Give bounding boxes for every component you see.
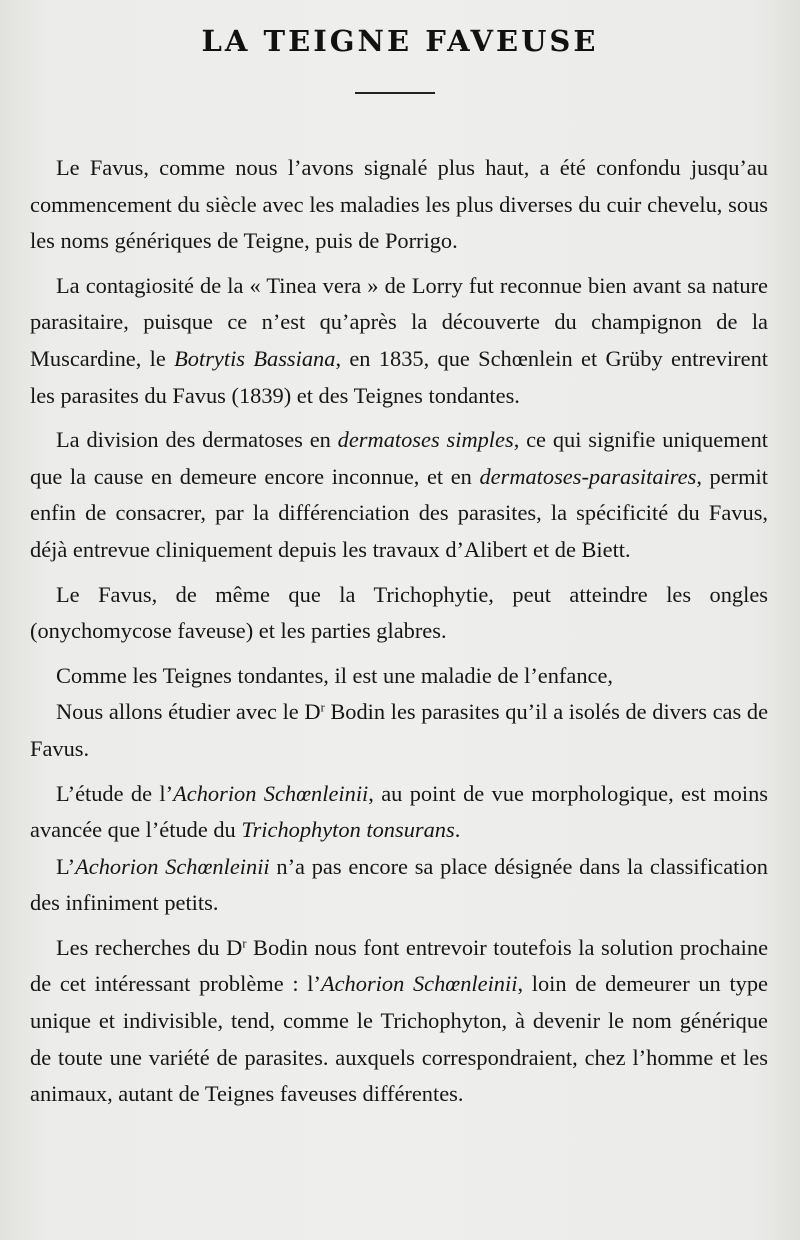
paragraph-p3 [30,422,768,568]
text-run: Le Favus, de même que la Trichophytie, peut atteindre les ongles (onychomycose faveuse) et les parties glabres. [30,581,768,644]
paragraph-p9 [30,930,768,1113]
paragraph-p6 [30,694,768,767]
text-run: , en 1835, que Schœnlein et Grüby entrevirent les parasites du Favus (1839) et des Teignes tondantes. [30,345,768,408]
text-run: , ce qui signifie uniquement que la cause en demeure encore inconnue, et en [30,427,768,489]
paragraph-p8 [30,849,768,922]
italic-term: Achorion Schœnleinii [320,971,518,997]
italic-term: dermatoses-parasitaires [479,463,697,489]
paragraph-p4 [30,577,768,650]
text-run: Bodin nous font entrevoir toutefois la solution prochaine de cet intéressant problème : l’ [30,934,769,997]
text-run: , loin de demeurer un type unique et indivisible, tend, comme le Trichophyton, à devenir le nom générique de toute une variété de parasites. auxquels correspondraient, chez l’homme et les animaux, autant de Teignes faveuses différentes. [30,971,768,1107]
text-run: Comme les Teignes tondantes, il est une maladie de l’enfance, [56,662,613,688]
text-run: La division des dermatoses en [56,427,338,453]
title-rule [355,92,435,94]
text-run: L’ [56,853,76,879]
paragraph-p1 [30,150,768,260]
text-run: La contagiosité de la « Tinea vera » de Lorry fut reconnue bien avant sa nature parasitaire, puisque ce n’est qu’après la découverte du champignon de la Muscardine, le [30,272,768,371]
paragraph-p5 [30,658,768,695]
italic-term: dermatoses simples [337,427,514,453]
italic-term: Trichophyton tonsurans [241,817,455,843]
superscript: r [320,700,325,715]
italic-term: Achorion Schœnleinii [173,780,369,806]
text-run: Nous allons étudier avec le D [56,699,321,725]
text-run: Le Favus, comme nous l’avons signalé plus haut, a été confondu jusqu’au commencement du siècle avec les maladies les plus diverses du cuir chevelu, sous les noms génériques de Teigne, puis de Porrigo. [30,155,768,254]
text-run: , permit enfin de consacrer, par la différenciation des parasites, la spécificité du Favus, déjà entrevue cliniquement depuis les travaux d’Alibert et de Biett. [30,463,768,562]
paragraph-p2 [30,268,768,414]
body-text [30,150,768,1121]
text-run: Bodin les parasites qu’il a isolés de divers cas de Favus. [30,699,769,761]
italic-term: Botrytis Bassiana [174,345,336,371]
superscript: r [242,936,247,951]
text-run: L’étude de l’ [56,780,174,806]
text-run: . [454,817,461,843]
italic-term: Achorion Schœnleinii [75,853,270,879]
text-run: , au point de vue morphologique, est moins avancée que l’étude du [30,780,769,843]
page-title: LA TEIGNE FAVEUSE [201,24,599,58]
text-run: Les recherches du D [56,934,243,960]
text-run: n’a pas encore sa place désignée dans la classification des infiniment petits. [30,853,769,916]
paragraph-p7 [30,776,768,849]
